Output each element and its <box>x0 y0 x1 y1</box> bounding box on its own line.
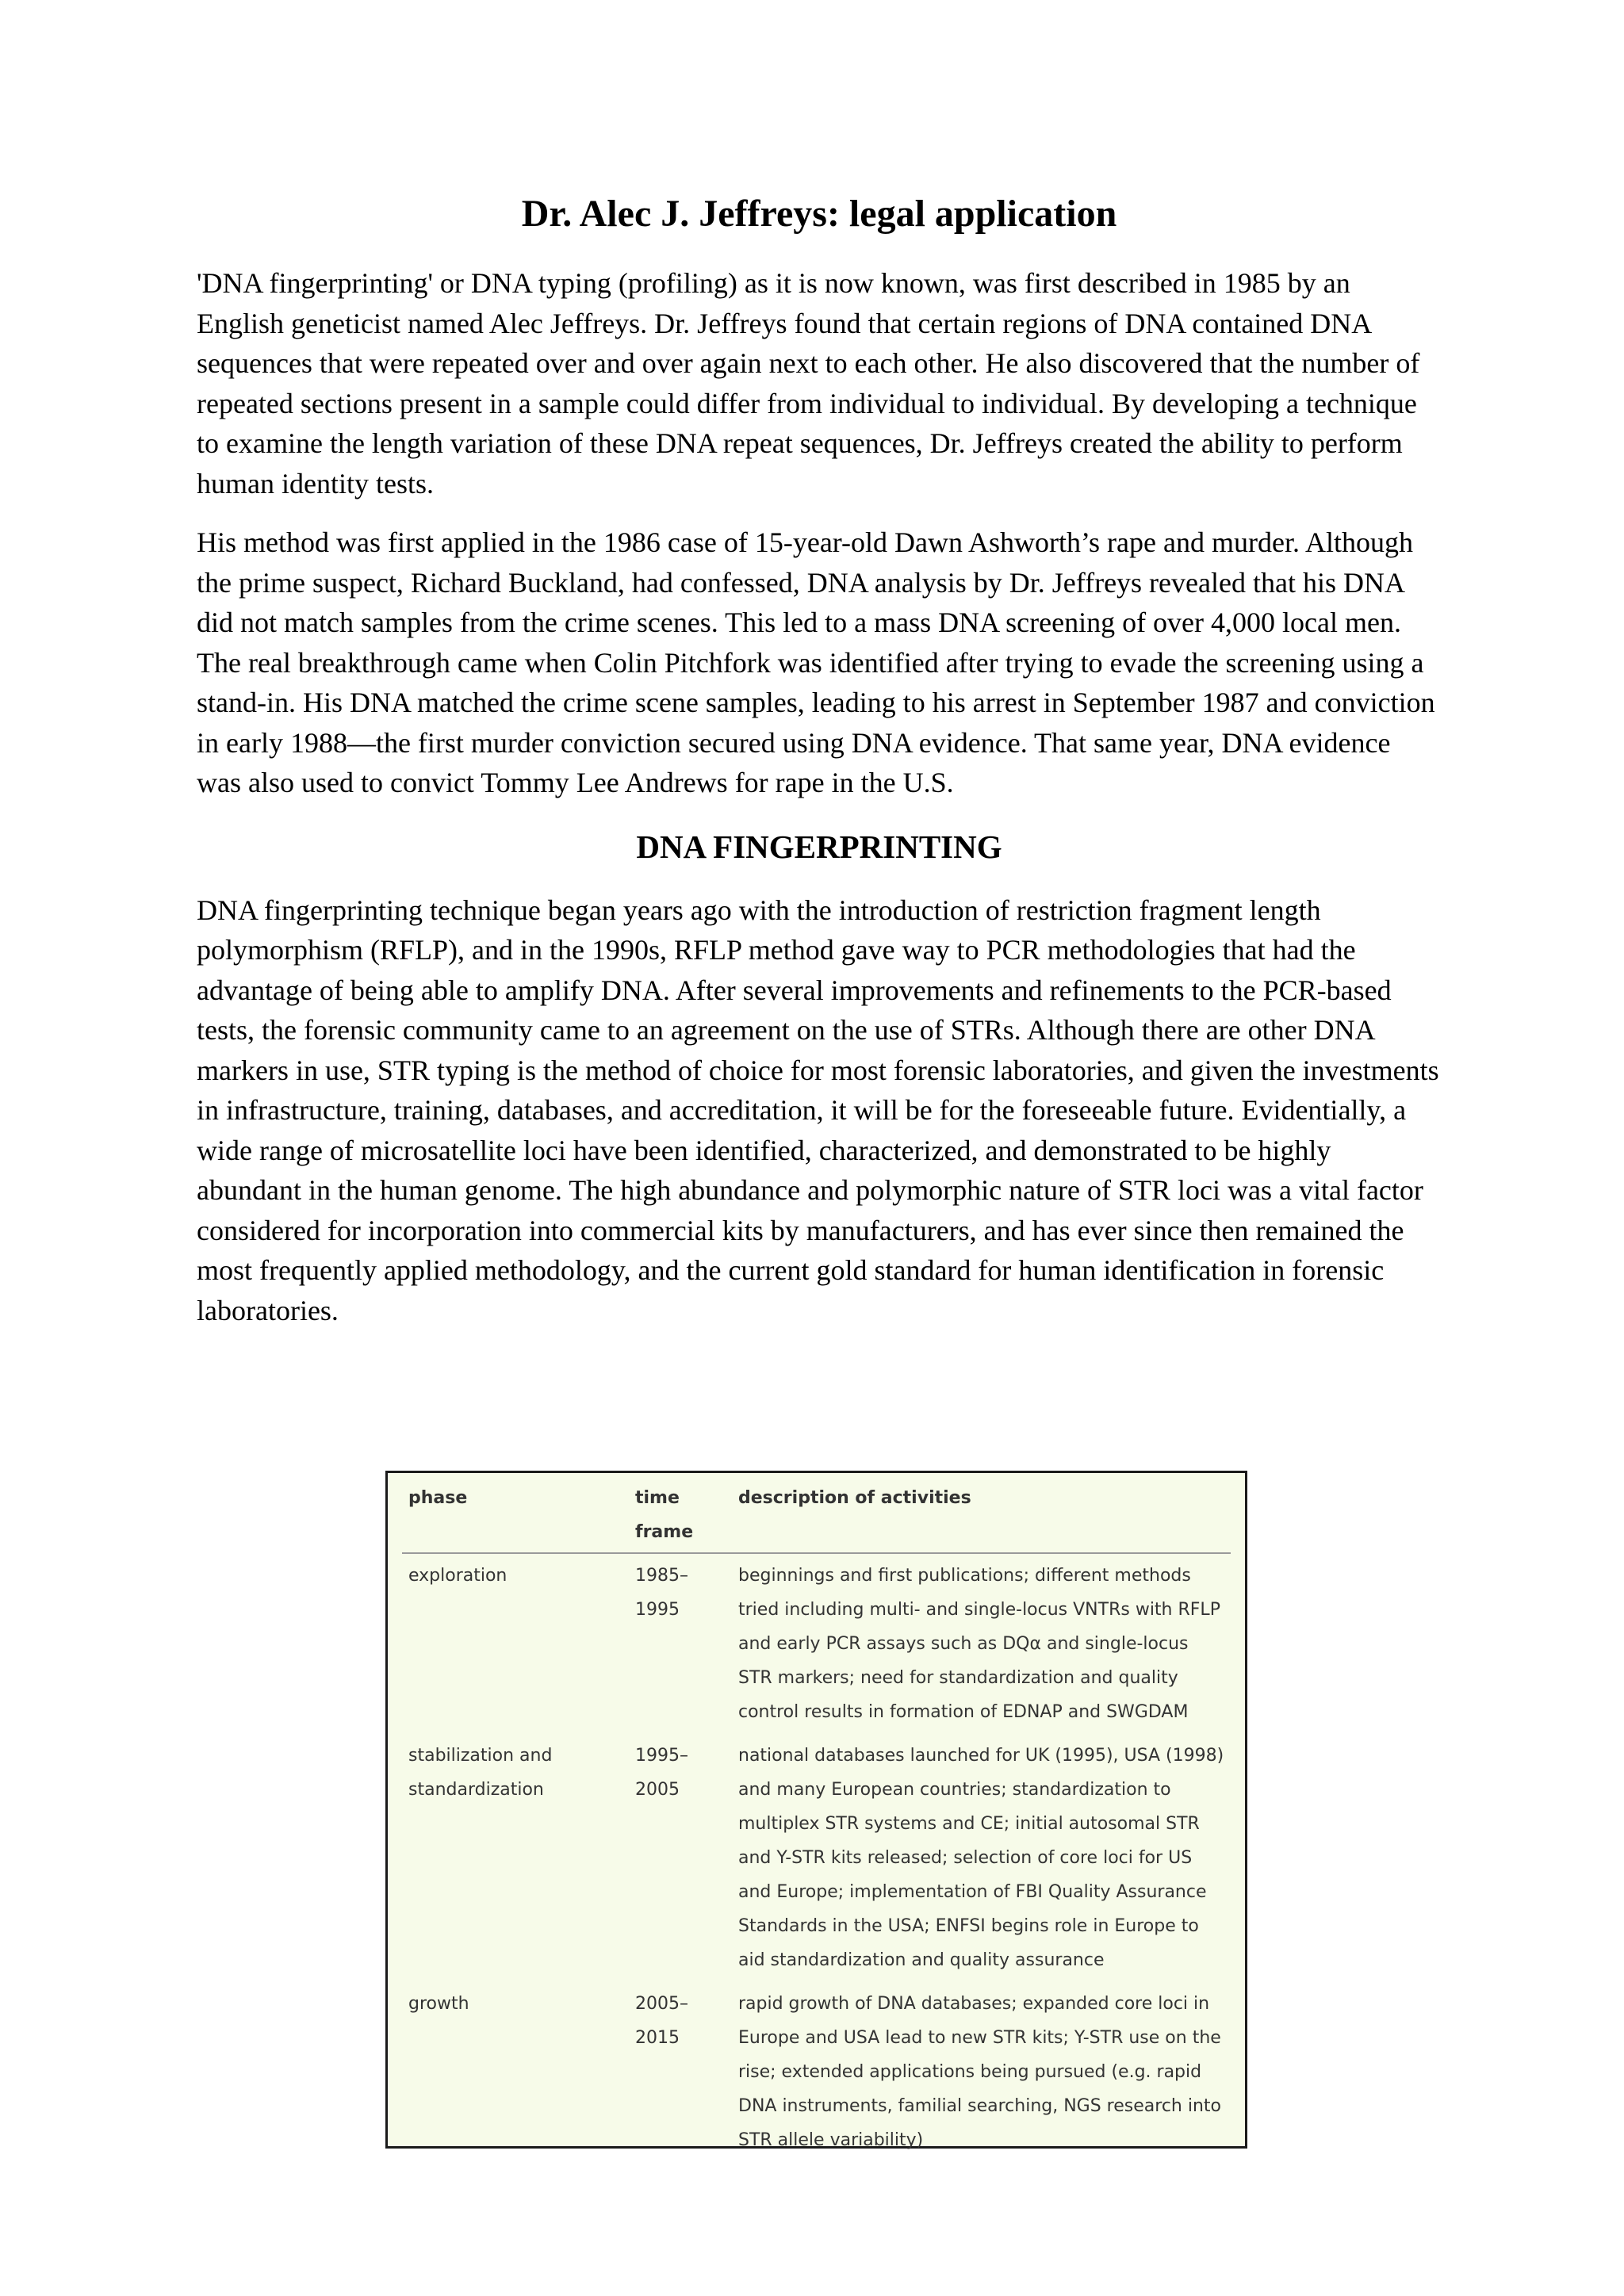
cell-description: rapid growth of DNA databases; expanded core loci in Europe and USA lead to new STR kits; Y-STR use on the rise; extended applications being pursued (e.g. rapid DNA instruments, familial searching, NGS research into STR allele variability) <box>738 1994 1221 2150</box>
document-page <box>197 190 1442 1349</box>
cell-time-frame: 1985–1995 <box>635 1566 688 1620</box>
table-row <box>402 1553 1231 1734</box>
paragraph-dna-fingerprinting: DNA fingerprinting technique began years ago with the introduction of restriction fragment length polymorphism (RFLP), and in the 1990s, RFLP method gave way to PCR methodologies that had the advantage of being able to amplify DNA. After several improvements and refinements to the PCR-based tests, the forensic community came to an agreement on the use of STRs. Although there are other DNA markers in use, STR typing is the method of choice for most forensic laboratories, and given the investments in infrastructure, training, databases, and accreditation, it will be for the foreseeable future. Evidentially, a wide range of microsatellite loci have been identified, characterized, and demonstrated to be highly abundant in the human genome. The high abundance and polymorphic nature of STR loci was a vital factor considered for incorporation into commercial kits by manufacturers, and has ever since then remained the most frequently applied methodology, and the current gold standard for human identification in forensic laboratories. <box>197 894 1439 1326</box>
table-header-row <box>402 1481 1231 1553</box>
header-description: description of activities <box>732 1481 1231 1553</box>
page-title: Dr. Alec J. Jeffreys: legal application <box>521 193 1117 235</box>
section-heading: DNA FINGERPRINTING <box>636 828 1002 865</box>
header-phase: phase <box>402 1481 629 1553</box>
paragraph-intro: 'DNA fingerprinting' or DNA typing (profiling) as it is now known, was first described in 1985 by an English geneticist named Alec Jeffreys. Dr. Jeffreys found that certain regions of DNA contained DNA sequences that were repeated over and over again next to each other. He also discovered that the number of repeated sections present in a sample could differ from individual to individual. By developing a technique to examine the length variation of these DNA repeat sequences, Dr. Jeffreys created the ability to perform human identity tests. <box>197 267 1420 499</box>
cell-phase: stabilization and standardization <box>408 1746 553 1800</box>
phases-table <box>402 1481 1231 2162</box>
cell-phase: growth <box>408 1994 469 2014</box>
cell-time-frame: 2005–2015 <box>635 1994 688 2048</box>
cell-phase: exploration <box>408 1566 508 1586</box>
phases-table-figure <box>385 1471 1247 2149</box>
cell-description: national databases launched for UK (1995), USA (1998) and many European countries; standardization to multiplex STR systems and CE; initial autosomal STR and Y-STR kits released; selection of core loci for US and Europe; implementation of FBI Quality Assurance Standards in the USA; ENFSI begins role in Europe to aid standardization and quality assurance <box>738 1746 1224 1970</box>
table-row <box>402 1734 1231 1982</box>
table-row <box>402 1982 1231 2162</box>
cell-description: beginnings and first publications; different methods tried including multi- and single-locus VNTRs with RFLP and early PCR assays such as DQα and single-locus STR markers; need for standardization and quality control results in formation of EDNAP and SWGDAM <box>738 1566 1220 1722</box>
header-time-frame: time frame <box>629 1481 732 1553</box>
paragraph-case-history: His method was first applied in the 1986 case of 15-year-old Dawn Ashworth’s rape and murder. Although the prime suspect, Richard Buckland, had confessed, DNA analysis by Dr. Jeffreys revealed that his DNA did not match samples from the crime scenes. This led to a mass DNA screening of over 4,000 local men. The real breakthrough came when Colin Pitchfork was identified after trying to evade the screening using a stand-in. His DNA matched the crime scene samples, leading to his arrest in September 1987 and conviction in early 1988—the first murder conviction secured using DNA evidence. That same year, DNA evidence was also used to convict Tommy Lee Andrews for rape in the U.S. <box>197 526 1435 798</box>
cell-time-frame: 1995–2005 <box>635 1746 688 1800</box>
